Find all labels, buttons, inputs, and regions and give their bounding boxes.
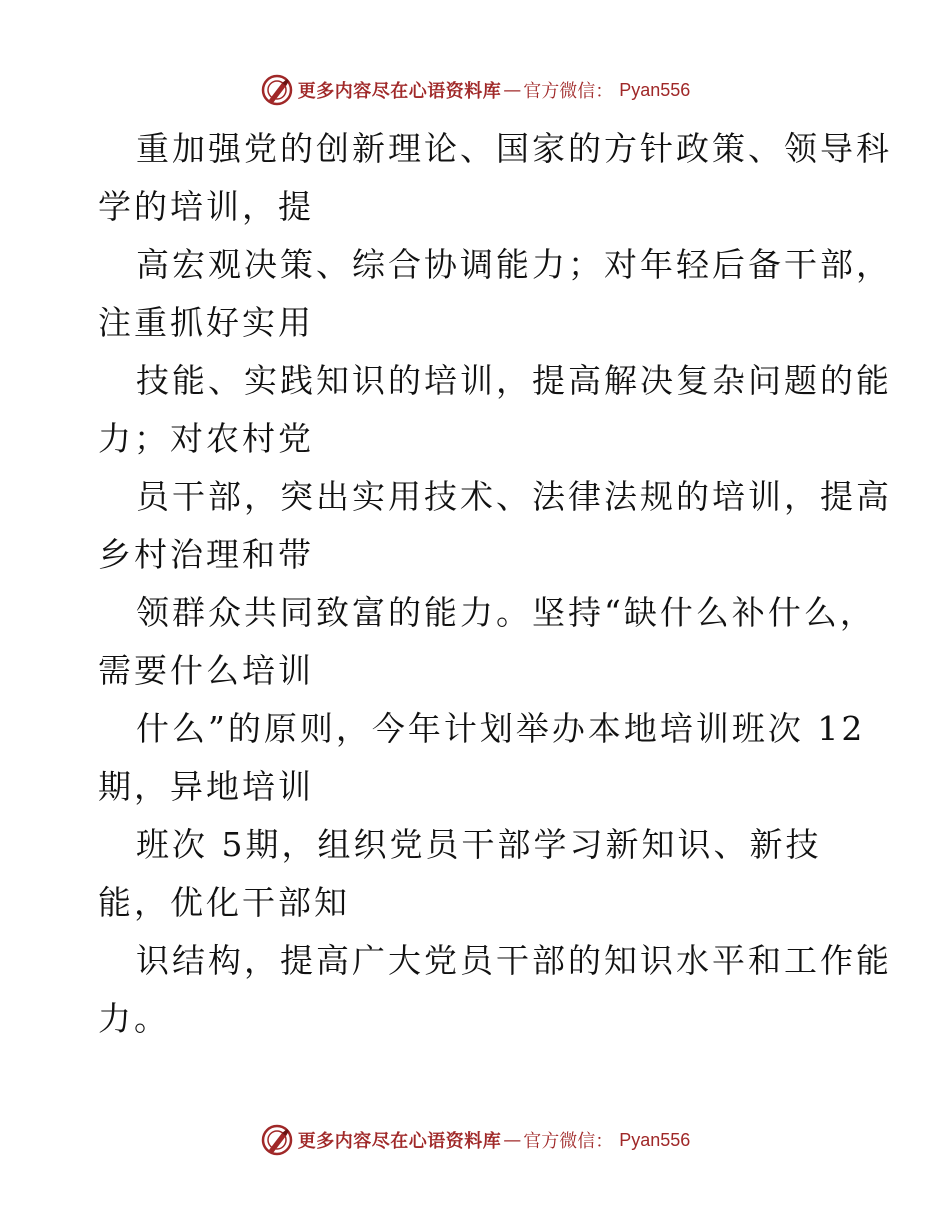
footer-banner bbox=[0, 1120, 950, 1160]
banner-wechat-handle: Pyan556 bbox=[619, 1129, 691, 1150]
text-line: 力；对农村党 bbox=[98, 419, 314, 458]
text-line: 重加强党的创新理论、国家的方针政策、领导科 bbox=[136, 129, 892, 168]
text-line: 识结构，提高广大党员干部的知识水平和工作能 bbox=[136, 941, 892, 980]
text-line: 技能、实践知识的培训，提高解决复杂问题的能 bbox=[136, 361, 892, 400]
pen-nib-logo-icon bbox=[260, 1123, 294, 1157]
text-line: 班次 5期，组织党员干部学习新知识、新技 bbox=[136, 825, 822, 864]
document-body bbox=[98, 120, 892, 1048]
text-line: 领群众共同致富的能力。坚持“缺什么补什么， bbox=[136, 593, 876, 632]
text-line: 力。 bbox=[98, 999, 170, 1038]
text-line: 注重抓好实用 bbox=[98, 303, 314, 342]
text-line: 能，优化干部知 bbox=[98, 883, 350, 922]
text-line: 高宏观决策、综合协调能力；对年轻后备干部， bbox=[136, 245, 892, 284]
banner-wechat-label: 官方微信： bbox=[523, 81, 614, 102]
banner-wechat-handle: Pyan556 bbox=[619, 79, 691, 100]
banner-wechat-label: 官方微信： bbox=[523, 1131, 614, 1152]
banner-dash: — bbox=[503, 1129, 522, 1151]
header-banner bbox=[0, 70, 950, 110]
banner-title: 更多内容尽在心语资料库 bbox=[297, 81, 502, 102]
banner-title: 更多内容尽在心语资料库 bbox=[297, 1131, 502, 1152]
text-line: 期，异地培训 bbox=[98, 767, 314, 806]
text-line: 什么”的原则，今年计划举办本地培训班次 12 bbox=[136, 709, 866, 748]
banner-dash: — bbox=[503, 79, 522, 101]
text-line: 员干部，突出实用技术、法律法规的培训，提高 bbox=[136, 477, 892, 516]
text-line: 乡村治理和带 bbox=[98, 535, 314, 574]
text-line: 学的培训，提 bbox=[98, 187, 314, 226]
pen-nib-logo-icon bbox=[260, 73, 294, 107]
text-line: 需要什么培训 bbox=[98, 651, 314, 690]
